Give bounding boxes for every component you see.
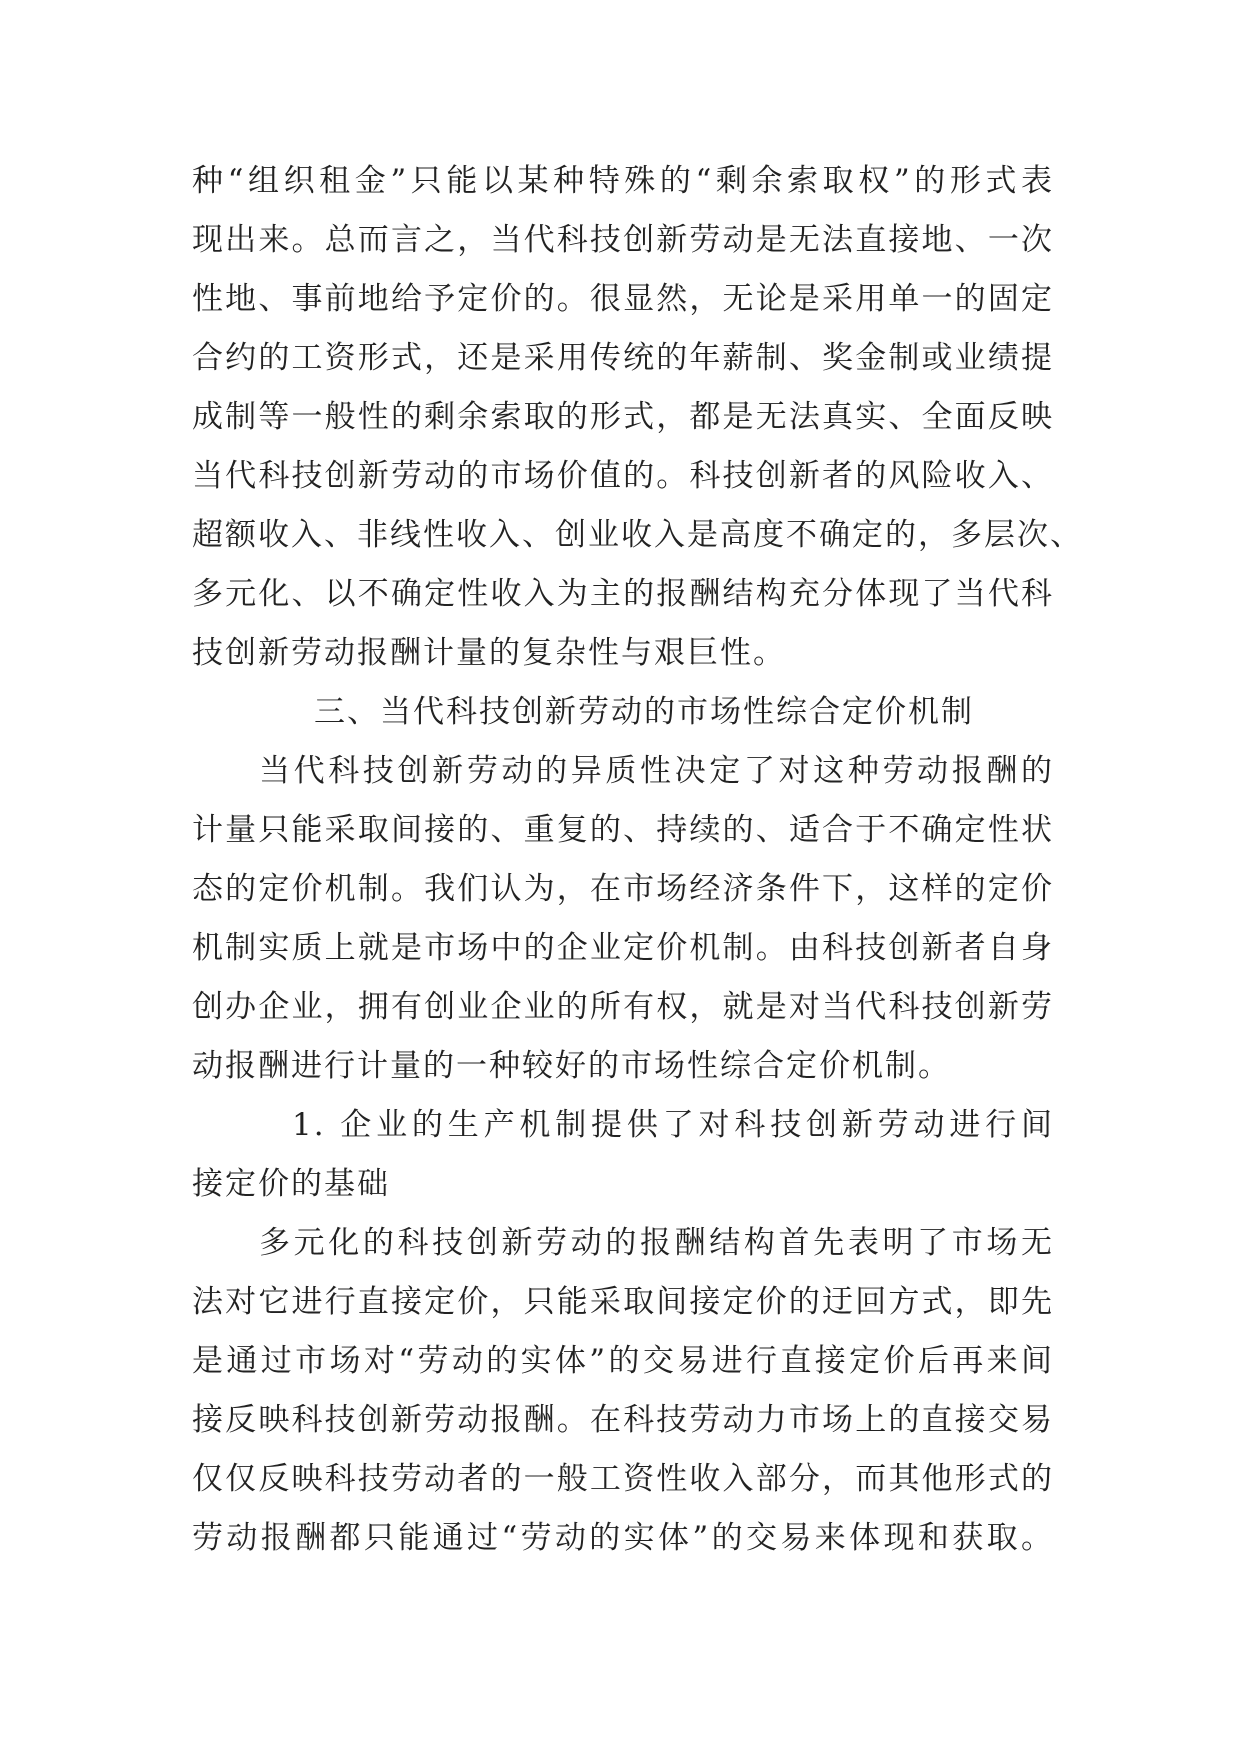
text-line: 态的定价机制。我们认为，在市场经济条件下，这样的定价 — [192, 871, 1054, 907]
text-line: 仅仅反映科技劳动者的一般工资性收入部分，而其他形式的 — [192, 1461, 1054, 1497]
subsection-heading-continued: 接定价的基础 — [192, 1166, 390, 1202]
text-line: 性地、事前地给予定价的。很显然，无论是采用单一的固定 — [192, 281, 1054, 317]
paragraph-first-line: 多元化的科技创新劳动的报酬结构首先表明了市场无 — [259, 1225, 1054, 1261]
text-line: 多元化、以不确定性收入为主的报酬结构充分体现了当代科 — [192, 576, 1054, 612]
text-line: 现出来。总而言之，当代科技创新劳动是无法直接地、一次 — [192, 222, 1054, 258]
document-body — [192, 152, 1083, 1568]
text-line: 计量只能采取间接的、重复的、持续的、适合于不确定性状 — [192, 812, 1054, 848]
text-line: 超额收入、非线性收入、创业收入是高度不确定的，多层次、 — [192, 517, 1083, 553]
subsection-heading: 1. 企业的生产机制提供了对科技创新劳动进行间 — [292, 1107, 1054, 1143]
text-line: 劳动报酬都只能通过“劳动的实体”的交易来体现和获取。 — [192, 1520, 1054, 1556]
text-line: 创办企业，拥有创业企业的所有权，就是对当代科技创新劳 — [192, 989, 1054, 1025]
section-heading: 三、当代科技创新劳动的市场性综合定价机制 — [314, 694, 974, 730]
text-line: 技创新劳动报酬计量的复杂性与艰巨性。 — [192, 635, 786, 671]
text-line: 成制等一般性的剩余索取的形式，都是无法真实、全面反映 — [192, 399, 1054, 435]
text-line: 法对它进行直接定价，只能采取间接定价的迂回方式，即先 — [192, 1284, 1054, 1320]
text-line: 接反映科技创新劳动报酬。在科技劳动力市场上的直接交易 — [192, 1402, 1054, 1438]
text-line: 机制实质上就是市场中的企业定价机制。由科技创新者自身 — [192, 930, 1054, 966]
text-line: 动报酬进行计量的一种较好的市场性综合定价机制。 — [192, 1048, 951, 1084]
text-line: 是通过市场对“劳动的实体”的交易进行直接定价后再来间 — [192, 1343, 1054, 1379]
text-line: 当代科技创新劳动的市场价值的。科技创新者的风险收入、 — [192, 458, 1054, 494]
text-line: 合约的工资形式，还是采用传统的年薪制、奖金制或业绩提 — [192, 340, 1054, 376]
paragraph-first-line: 当代科技创新劳动的异质性决定了对这种劳动报酬的 — [259, 753, 1054, 789]
text-line: 种“组织租金”只能以某种特殊的“剩余索取权”的形式表 — [192, 163, 1054, 199]
